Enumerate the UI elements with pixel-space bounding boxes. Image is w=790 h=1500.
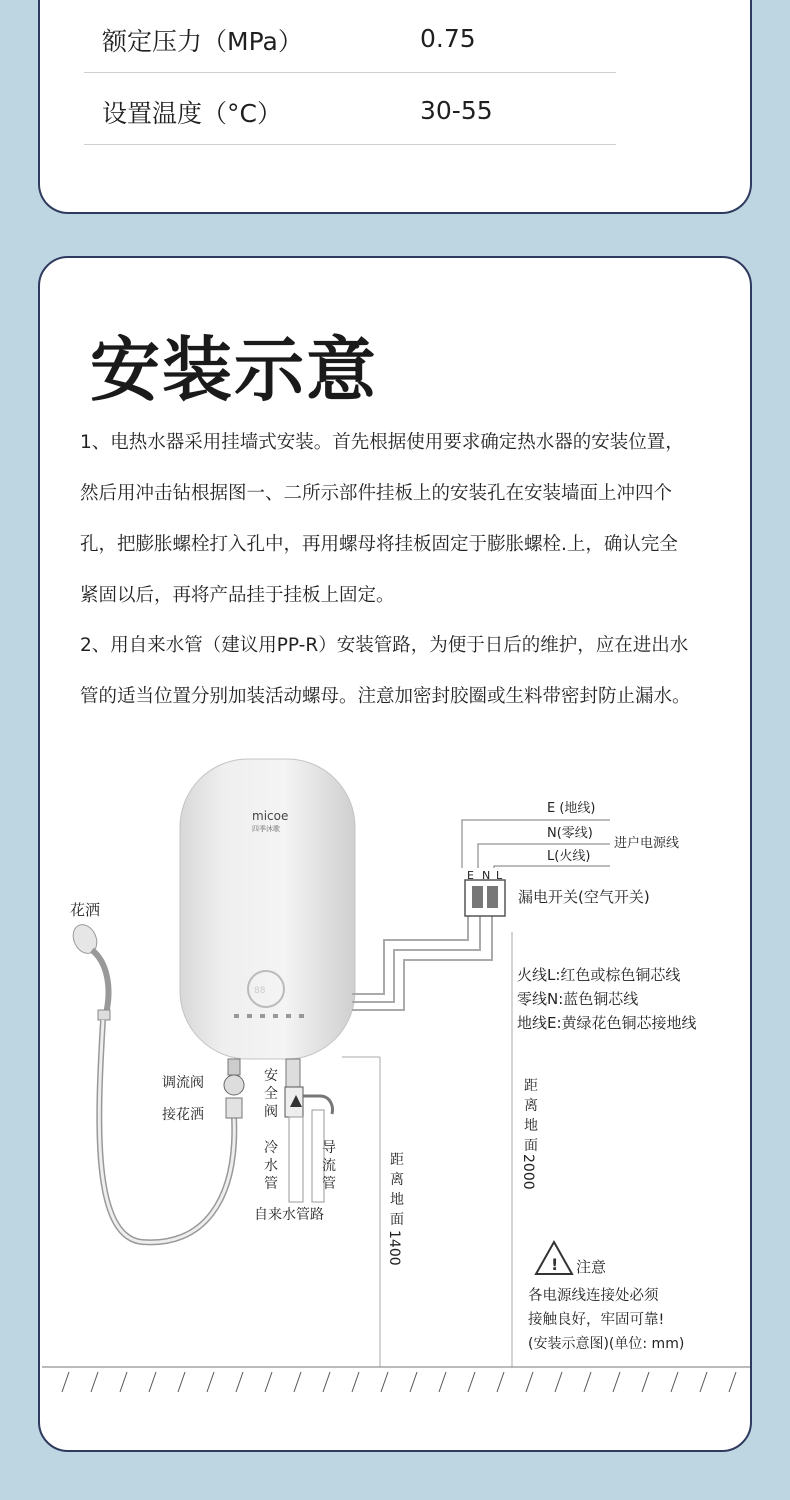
svg-text:水: 水 [264, 1158, 278, 1174]
svg-text:导: 导 [322, 1140, 336, 1156]
wire-desc-line: 火线L:红色或棕色铜芯线 [517, 966, 681, 984]
svg-text:管: 管 [264, 1176, 278, 1192]
safety-valve-label [264, 1068, 278, 1120]
svg-text:1400: 1400 [386, 1230, 402, 1266]
spec-row-temperature [84, 72, 616, 145]
spec-value: 0.75 [420, 24, 476, 53]
wire-n-label: N(零线) [547, 826, 593, 841]
wire-l-label: L(火线) [547, 849, 591, 864]
breaker-box [465, 880, 505, 916]
showerhead-label: 花洒 [70, 901, 101, 919]
svg-text:地: 地 [390, 1192, 404, 1208]
svg-text:距: 距 [390, 1152, 404, 1168]
paragraph-line: 1、电热水器采用挂墙式安装。首先根据使用要求确定热水器的安装位置， [80, 432, 684, 453]
terminal-n: N [482, 869, 491, 882]
flow-valve-label: 调流阀 [162, 1075, 204, 1091]
paragraph-line: 管的适当位置分别加装活动螺母。注意加密封胶圈或生料带密封防止漏水。 [80, 686, 691, 707]
paragraph-line: 2、用自来水管（建议用PP-R）安装管路，为便于日后的维护，应在进出水 [80, 635, 689, 656]
hot-outlet-pipe [228, 1059, 240, 1075]
svg-text:面: 面 [524, 1138, 538, 1154]
caution-line: 接触良好，牢固可靠! [528, 1312, 665, 1328]
cold-water-pipe [289, 1117, 303, 1202]
showerhead-handle [92, 950, 108, 1014]
svg-text:安: 安 [264, 1068, 278, 1084]
svg-text:2000: 2000 [520, 1154, 536, 1190]
water-heater-body [180, 759, 355, 1059]
paragraph-line: 紧固以后，再将产品挂于挂板上固定。 [80, 585, 395, 606]
terminal-e: E [467, 869, 474, 882]
shower-connector [226, 1098, 242, 1118]
floor-hatching [62, 1372, 736, 1392]
distance-1400-label [386, 1152, 404, 1266]
svg-text:全: 全 [264, 1086, 278, 1102]
svg-text:阀: 阀 [264, 1104, 278, 1120]
caution-line: 各电源线连接处必须 [528, 1288, 659, 1304]
caution-line: (安装示意图)(单位: mm) [528, 1336, 685, 1352]
brand-logo: micoe [252, 809, 289, 823]
section-title: 安装示意 [90, 329, 378, 411]
power-in-label: 进户电源线 [614, 836, 680, 851]
drain-pipe-label [322, 1140, 336, 1192]
dial-display: 88 [254, 986, 266, 996]
spec-label: 额定压力（MPa） [102, 27, 303, 56]
distance-2000-label [520, 1078, 538, 1190]
spec-value: 30-55 [420, 96, 493, 125]
caution-title: 注意 [576, 1258, 607, 1276]
hose-connector [98, 1010, 110, 1020]
breaker-switch [487, 886, 498, 908]
cold-pipe-label [264, 1140, 278, 1192]
wire-e-label: E (地线) [547, 801, 596, 816]
svg-text:流: 流 [322, 1158, 336, 1174]
svg-text:冷: 冷 [264, 1140, 278, 1156]
brand-logo-cn: 四季沐歌 [252, 825, 280, 833]
breaker-label: 漏电开关(空气开关) [518, 888, 650, 906]
flow-valve-icon [224, 1075, 244, 1095]
spec-label: 设置温度（°C） [102, 99, 282, 128]
terminal-l: L [496, 869, 503, 882]
spec-row-pressure [84, 0, 616, 73]
drain-handle [303, 1096, 333, 1114]
svg-text:管: 管 [322, 1176, 336, 1192]
installation-diagram [40, 258, 752, 1452]
tap-water-label: 自来水管路 [254, 1207, 324, 1223]
paragraph-line: 孔，把膨胀螺栓打入孔中，再用螺母将挂板固定于膨胀螺栓.上，确认完全 [80, 534, 678, 555]
wire-desc-line: 地线E:黄绿花色铜芯接地线 [517, 1014, 697, 1032]
svg-text:距: 距 [524, 1078, 538, 1094]
breaker-switch [472, 886, 483, 908]
svg-text:!: ! [551, 1255, 559, 1274]
paragraph-line: 然后用冲击钻根据图一、二所示部件挂板上的安装孔在安装墙面上冲四个 [80, 483, 673, 504]
wire-desc-line: 零线N:蓝色铜芯线 [517, 990, 639, 1008]
svg-text:面: 面 [390, 1212, 404, 1228]
power-cables [352, 907, 492, 1010]
cold-inlet-pipe [286, 1059, 300, 1087]
svg-text:离: 离 [390, 1172, 404, 1188]
svg-text:地: 地 [524, 1118, 538, 1134]
connect-shower-label: 接花洒 [162, 1107, 204, 1123]
svg-text:离: 离 [524, 1098, 538, 1114]
install-card [38, 256, 752, 1452]
